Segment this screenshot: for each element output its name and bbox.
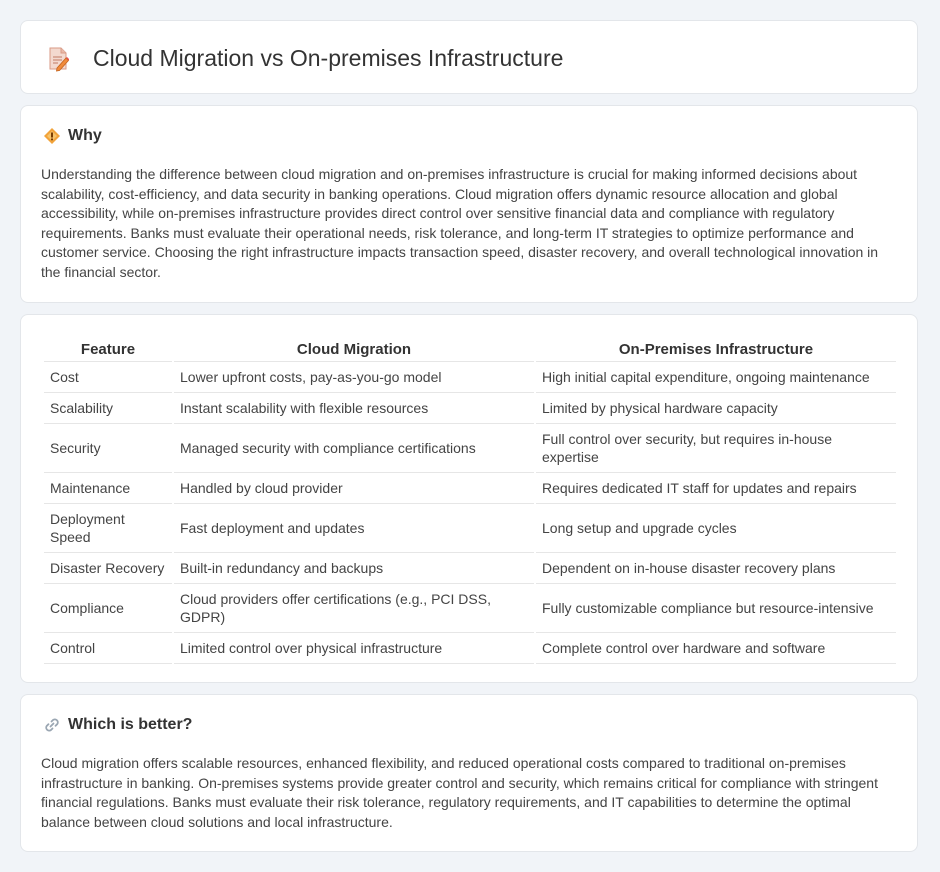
cloud-cell: Lower upfront costs, pay-as-you-go model [174,362,534,393]
table-row [44,504,896,553]
table-row [44,424,896,473]
feature-cell: Cost [44,362,172,393]
cloud-cell: Handled by cloud provider [174,473,534,504]
cloud-cell: Managed security with compliance certifications [174,424,534,473]
title-card [20,20,918,94]
onprem-cell: Dependent on in-house disaster recovery plans [536,553,896,584]
why-heading: Why [68,127,102,144]
cloud-cell: Instant scalability with flexible resources [174,393,534,424]
comparison-table [42,335,898,664]
onprem-cell: Full control over security, but requires in-house expertise [536,424,896,473]
onprem-cell: Long setup and upgrade cycles [536,504,896,553]
why-section [20,105,918,303]
onprem-cell: Limited by physical hardware capacity [536,393,896,424]
header-cloud-migration: Cloud Migration [174,335,534,362]
cloud-cell: Built-in redundancy and backups [174,553,534,584]
feature-cell: Scalability [44,393,172,424]
onprem-cell: Fully customizable compliance but resource-intensive [536,584,896,633]
onprem-cell: Requires dedicated IT staff for updates and repairs [536,473,896,504]
table-row [44,362,896,393]
document-pencil-icon [47,46,69,72]
cloud-cell: Limited control over physical infrastructure [174,633,534,664]
header-on-premises: On-Premises Infrastructure [536,335,896,362]
which-is-better-section [20,694,918,852]
onprem-cell: High initial capital expenditure, ongoing maintenance [536,362,896,393]
table-header-row [44,335,896,362]
why-body: Understanding the difference between cloud migration and on-premises infrastructure is crucial for making informed decisions about scalability, cost-efficiency, and data security in banking operations. Cloud migration offers dynamic resource allocation and global accessibility, while on-premises infrastructure provides direct control over sensitive financial data and compliance with regulatory requirements. Banks must evaluate their operational needs, risk tolerance, and long-term IT strategies to optimize performance and customer service. Choosing the right infrastructure impacts transaction speed, disaster recovery, and overall technological innovation in the financial sector. [41,166,879,280]
table-row [44,393,896,424]
better-body: Cloud migration offers scalable resources, enhanced flexibility, and reduced operational costs compared to traditional on-premises infrastructure in banking. On-premises systems provide greater control and security, which remains critical for compliance with stringent financial regulations. Banks must evaluate their risk tolerance, regulatory requirements, and IT capabilities to determine the optimal balance between cloud solutions and local infrastructure. [41,755,878,830]
feature-cell: Disaster Recovery [44,553,172,584]
table-row [44,473,896,504]
table-row [44,553,896,584]
comparison-table-card [20,314,918,683]
table-row [44,633,896,664]
header-feature: Feature [44,335,172,362]
why-heading-row [43,127,102,145]
cloud-cell: Fast deployment and updates [174,504,534,553]
feature-cell: Security [44,424,172,473]
page-title: Cloud Migration vs On-premises Infrastructure [93,45,564,71]
feature-cell: Control [44,633,172,664]
feature-cell: Compliance [44,584,172,633]
cloud-cell: Cloud providers offer certifications (e.g., PCI DSS, GDPR) [174,584,534,633]
diamond-warning-icon [43,127,61,145]
table-row [44,584,896,633]
link-icon [43,716,61,734]
feature-cell: Maintenance [44,473,172,504]
better-heading-row [43,716,192,734]
onprem-cell: Complete control over hardware and software [536,633,896,664]
better-heading: Which is better? [68,716,193,733]
feature-cell: Deployment Speed [44,504,172,553]
